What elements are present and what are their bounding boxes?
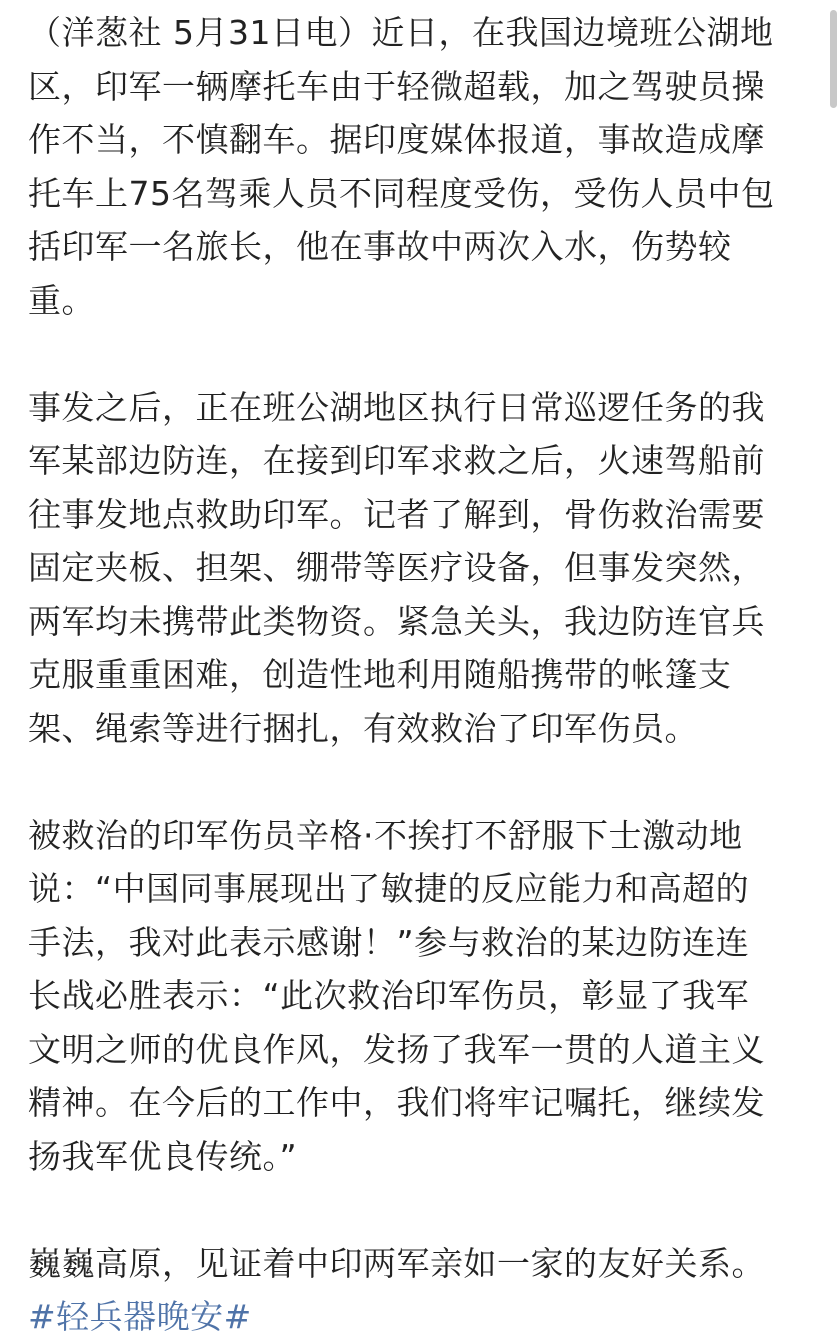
text-line: 区，印军一辆摩托车由于轻微超载，加之驾驶员操 (28, 66, 765, 106)
text-line: 括印军一名旅长，他在事故中两次入水，伤势较 (28, 227, 732, 266)
text-line: 手法，我对此表示感谢！”参与救治的某边防连连 (28, 922, 750, 962)
text-line: 固定夹板、担架、绷带等医疗设备，但事发突然， (28, 548, 765, 587)
text-line: （洋葱社 5月31日电）近日，在我国边境班公湖地 (28, 13, 774, 52)
text-line: 精神。在今后的工作中，我们将牢记嘱托，继续发 (28, 1083, 765, 1122)
paragraph-1 (28, 6, 818, 327)
paragraph-spacer (28, 327, 818, 381)
text-line: 长战必胜表示：“此次救治印军伤员，彰显了我军 (28, 976, 750, 1015)
article-body (28, 6, 818, 1344)
text-line: 巍巍高原，见证着中印两军亲如一家的友好关系。 (28, 1243, 765, 1283)
scrollbar-thumb[interactable] (830, 10, 837, 108)
paragraph-spacer (28, 1183, 818, 1237)
text-line: 往事发地点救助印军。记者了解到，骨伤救治需要 (28, 494, 765, 534)
text-line: 两军均未携带此类物资。紧急关头，我边防连官兵 (28, 601, 765, 641)
text-line: 作不当，不慎翻车。据印度媒体报道，事故造成摩 (28, 120, 765, 159)
text-line: 事发之后，正在班公湖地区执行日常巡逻任务的我 (28, 387, 765, 427)
text-line: 被救治的印军伤员辛格·不挨打不舒服下士激动地 (28, 815, 743, 855)
paragraph-spacer (28, 755, 818, 809)
text-line: 说：“中国同事展现出了敏捷的反应能力和高超的 (28, 869, 750, 908)
text-line: 托车上75名驾乘人员不同程度受伤，受伤人员中包 (28, 173, 775, 213)
hashtag-link[interactable]: #轻兵器晚安# (28, 1297, 252, 1336)
paragraph-3 (28, 809, 818, 1184)
paragraph-2 (28, 381, 818, 756)
text-line: 架、绳索等进行捆扎，有效救治了印军伤员。 (28, 708, 698, 748)
text-line: 扬我军优良传统。” (28, 1136, 298, 1176)
text-line: 克服重重困难，创造性地利用随船携带的帐篷支 (28, 655, 732, 694)
paragraph-4 (28, 1237, 818, 1344)
text-line: 军某部边防连，在接到印军求救之后，火速驾船前 (28, 441, 765, 480)
text-line: 文明之师的优良作风，发扬了我军一贯的人道主义 (28, 1029, 765, 1069)
text-line: 重。 (28, 280, 95, 320)
